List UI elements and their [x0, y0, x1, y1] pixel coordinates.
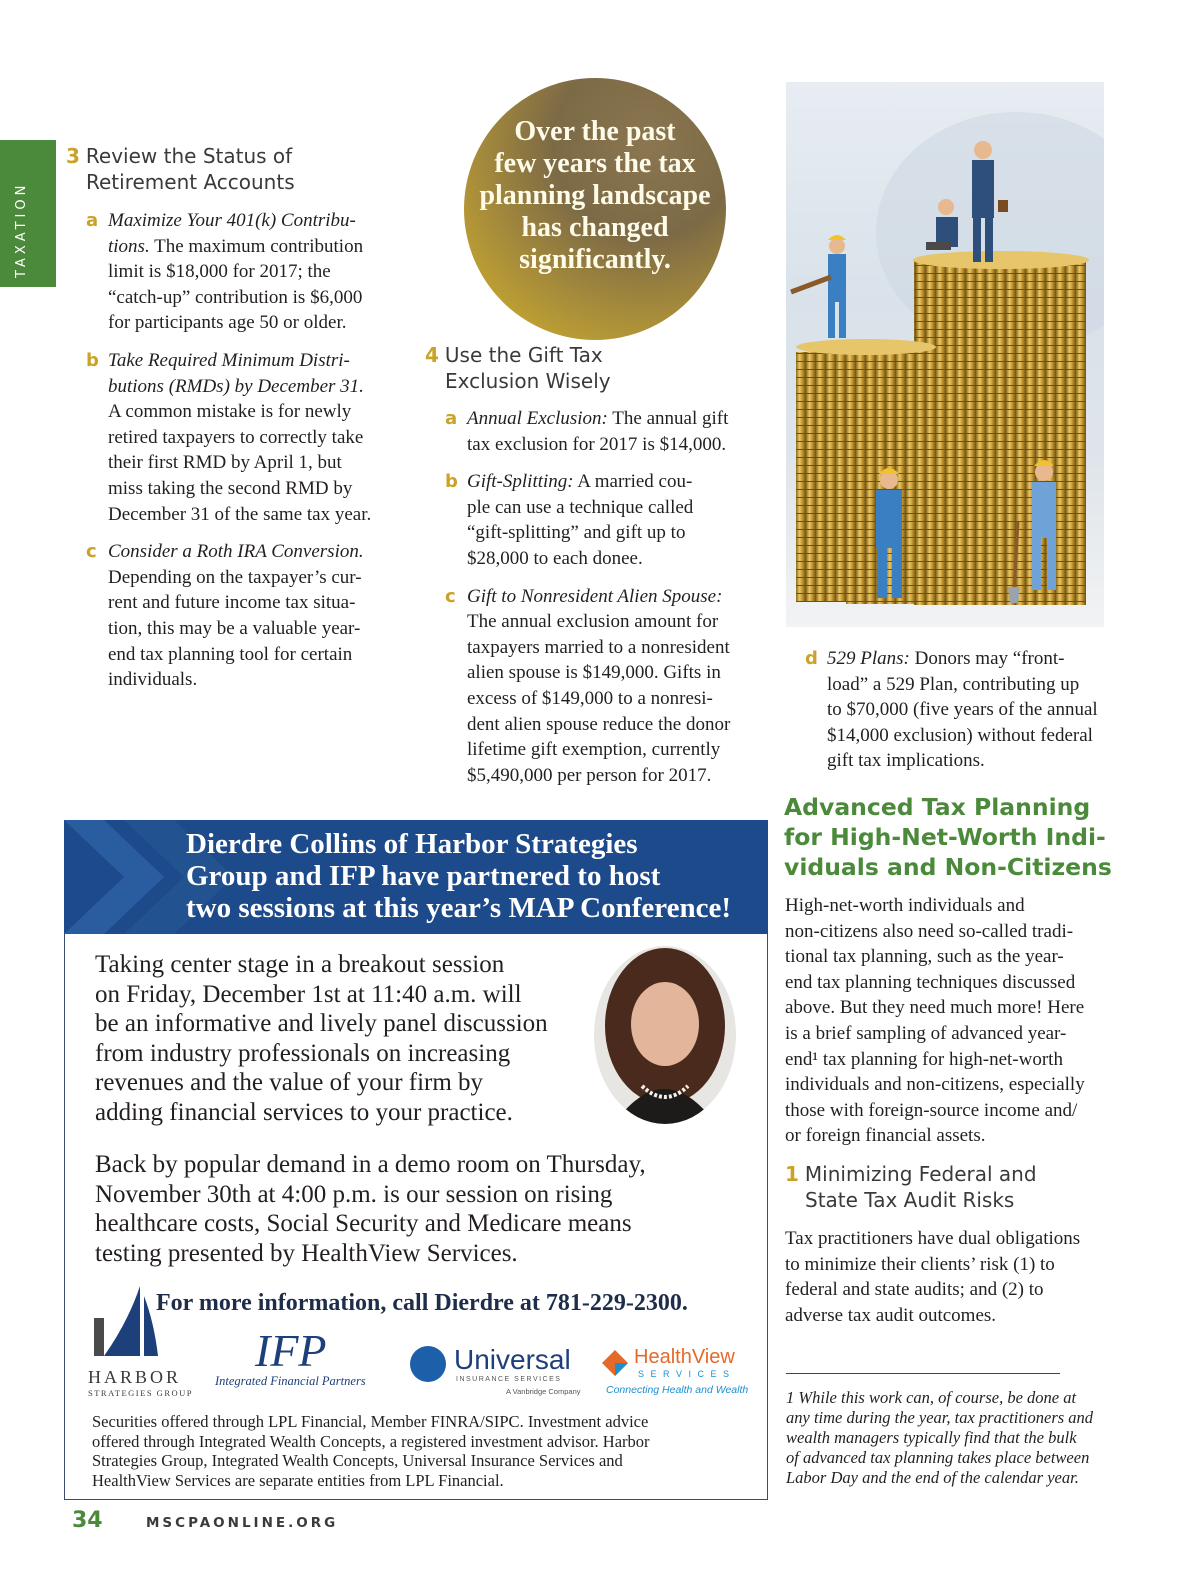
text-line: offered through Integrated Wealth Concepts, a registered investment advisor. Harbor	[92, 1431, 650, 1451]
text-line: testing presented by HealthView Services.	[95, 1239, 518, 1267]
item-letter: d	[805, 648, 818, 669]
list-item	[445, 584, 767, 789]
item-letter: b	[86, 350, 99, 371]
dierdre-portrait	[594, 946, 736, 1124]
text-line: of advanced tax planning takes place between	[786, 1448, 1090, 1467]
item-line: to $70,000 (five years of the annual	[827, 699, 1098, 721]
text-line: end¹ tax planning for high-net-worth	[785, 1048, 1063, 1070]
footnote	[786, 1388, 1136, 1488]
item-line: lifetime gift exemption, currently	[467, 739, 721, 761]
universal-globe-icon	[410, 1346, 446, 1382]
item-line: load” a 529 Plan, contributing up	[827, 673, 1080, 695]
healthview-diamond-icon	[600, 1348, 630, 1378]
item-line: for participants age 50 or older.	[108, 312, 347, 334]
footnote-divider	[786, 1373, 1060, 1374]
list-item	[86, 539, 408, 693]
section-tab	[0, 140, 56, 287]
text-line: adverse tax audit outcomes.	[785, 1304, 997, 1326]
text-line: non-citizens also need so-called tradi-	[785, 920, 1074, 942]
section-4-number: 4	[425, 343, 439, 367]
ad-headline: Dierdre Collins of Harbor Strategies Group and IFP have partnered to host two sessions at this year’s MAP Conference!	[186, 828, 731, 924]
text-line: adding financial services to your practice.	[95, 1098, 513, 1126]
text-line: on Friday, December 1st at 11:40 a.m. will	[95, 980, 522, 1008]
item-letter: c	[445, 585, 456, 607]
item-line: “gift-splitting” and gift up to	[467, 522, 686, 544]
item-line: tions. The maximum contribution	[108, 235, 364, 257]
item-line: excess of $149,000 to a nonresi-	[467, 687, 713, 709]
ad-paragraph-2	[95, 1150, 715, 1268]
text-line: November 30th at 4:00 p.m. is our session on rising	[95, 1180, 613, 1208]
text-line: 1 While this work can, of course, be done at	[786, 1388, 1077, 1407]
list-item	[445, 406, 767, 457]
text-line: Securities offered through LPL Financial, Member FINRA/SIPC. Investment advice	[92, 1412, 649, 1431]
item-line: $5,490,000 per person for 2017.	[467, 764, 712, 786]
item-line: A common mistake is for newly	[108, 401, 352, 423]
text-line: end tax planning techniques discussed	[785, 971, 1076, 993]
section-3-number: 3	[66, 144, 80, 168]
page-number: 34	[72, 1508, 103, 1533]
text-line: healthcare costs, Social Security and Medicare means	[95, 1210, 632, 1237]
item-line: alien spouse is $149,000. Gifts in	[467, 662, 721, 684]
text-line: federal and state audits; and (2) to	[785, 1279, 1044, 1301]
coin-stacks-illustration	[786, 82, 1104, 627]
item-line: $14,000 exclusion) without federal	[827, 724, 1093, 746]
pull-quote-text: Over the past few years the tax planning landscape has changed significantly.	[479, 116, 711, 275]
list-item	[805, 646, 1137, 774]
item-line: their first RMD by April 1, but	[108, 452, 342, 474]
subsection-1-heading: 1 Minimizing Federal and State Tax Audit Risks	[785, 1162, 1037, 1212]
item-letter: a	[445, 408, 458, 429]
site-url: MSCPAONLINE.ORG	[146, 1515, 339, 1531]
item-line: Annual Exclusion: The annual gift	[467, 408, 729, 429]
item-line: ple can use a technique called	[467, 496, 694, 518]
text-line: Labor Day and the end of the calendar year.	[786, 1468, 1079, 1487]
text-line: revenues and the value of your firm by	[95, 1069, 484, 1096]
section-tab-label: TAXATION	[14, 181, 29, 278]
item-line: “catch-up” contribution is $6,000	[108, 286, 363, 308]
item-line: retired taxpayers to correctly take	[108, 426, 364, 448]
text-line: is a brief sampling of advanced year-	[785, 1022, 1067, 1044]
text-line: Tax practitioners have dual obligations	[785, 1228, 1081, 1249]
harbor-logo: HARBOR STRATEGIES GROUP	[88, 1282, 198, 1402]
item-line: taxpayers married to a nonresident	[467, 636, 730, 658]
item-line: December 31 of the same tax year.	[108, 503, 372, 525]
item-line: Depending on the taxpayer’s cur-	[108, 566, 362, 588]
advanced-section-heading: Advanced Tax Planning for High-Net-Worth Indi- viduals and Non-Citizens	[784, 793, 1112, 881]
text-line: any time during the year, tax practitioners and	[786, 1408, 1094, 1427]
item-line: $28,000 to each donee.	[467, 547, 643, 569]
text-line: Back by popular demand in a demo room on Thursday,	[95, 1151, 646, 1178]
item-letter: a	[86, 210, 99, 231]
list-item	[445, 469, 767, 571]
item-line: Maximize Your 401(k) Contribu-	[108, 210, 356, 231]
ad-paragraph-1	[95, 950, 595, 1127]
item-line: end tax planning tool for certain	[108, 643, 353, 665]
item-line: Gift to Nonresident Alien Spouse:	[467, 585, 723, 607]
section-3-heading: 3 Review the Status of Retirement Accounts	[66, 144, 295, 194]
item-letter: c	[86, 541, 97, 563]
item-line: Take Required Minimum Distri-	[108, 350, 350, 371]
item-line: Gift-Splitting: A married cou-	[467, 471, 693, 493]
list-item	[86, 208, 408, 336]
item-letter: b	[445, 471, 458, 493]
ifp-logo: IFP Integrated Financial Partners	[215, 1325, 366, 1388]
item-line: The annual exclusion amount for	[467, 611, 719, 633]
coin-stacks-photo	[786, 82, 1104, 627]
item-line: rent and future income tax situa-	[108, 592, 356, 614]
text-line: or foreign financial assets.	[785, 1125, 986, 1147]
item-line: gift tax implications.	[827, 750, 985, 772]
ad-disclaimer	[92, 1412, 752, 1490]
text-line: Taking center stage in a breakout session	[95, 951, 505, 978]
item-line: Consider a Roth IRA Conversion.	[108, 541, 364, 563]
text-line: tional tax planning, such as the year-	[785, 946, 1064, 968]
text-line: individuals and non-citizens, especially	[785, 1074, 1085, 1096]
advanced-section-body	[785, 893, 1145, 1149]
portrait-illustration	[594, 946, 736, 1124]
text-line: above. But they need much more! Here	[785, 997, 1085, 1019]
item-line: dent alien spouse reduce the donor	[467, 713, 731, 735]
item-line: individuals.	[108, 669, 198, 691]
sailboat-icon	[88, 1282, 198, 1362]
item-line: tion, this may be a valuable year-	[108, 617, 361, 639]
text-line: from industry professionals on increasing	[95, 1039, 511, 1067]
text-line: HealthView Services are separate entities from LPL Financial.	[92, 1470, 504, 1490]
section-4-heading: 4 Use the Gift Tax Exclusion Wisely	[425, 343, 611, 393]
item-line: limit is $18,000 for 2017; the	[108, 261, 331, 283]
ad-contact-line: For more information, call Dierdre at 781-229-2300.	[156, 1290, 688, 1316]
subsection-1-body	[785, 1226, 1145, 1328]
text-line: to minimize their clients’ risk (1) to	[785, 1253, 1055, 1275]
list-item	[86, 348, 408, 527]
text-line: Strategies Group, Integrated Wealth Concepts, Universal Insurance Services and	[92, 1451, 623, 1470]
text-line: be an informative and lively panel discussion	[95, 1010, 548, 1037]
item-line: miss taking the second RMD by	[108, 477, 353, 499]
text-line: wealth managers typically find that the bulk	[786, 1428, 1077, 1447]
text-line: High-net-worth individuals and	[785, 895, 1025, 916]
text-line: those with foreign-source income and/	[785, 1099, 1078, 1121]
item-line: 529 Plans: Donors may “front-	[827, 648, 1065, 669]
item-line: butions (RMDs) by December 31.	[108, 375, 364, 397]
item-line: tax exclusion for 2017 is $14,000.	[467, 433, 727, 455]
